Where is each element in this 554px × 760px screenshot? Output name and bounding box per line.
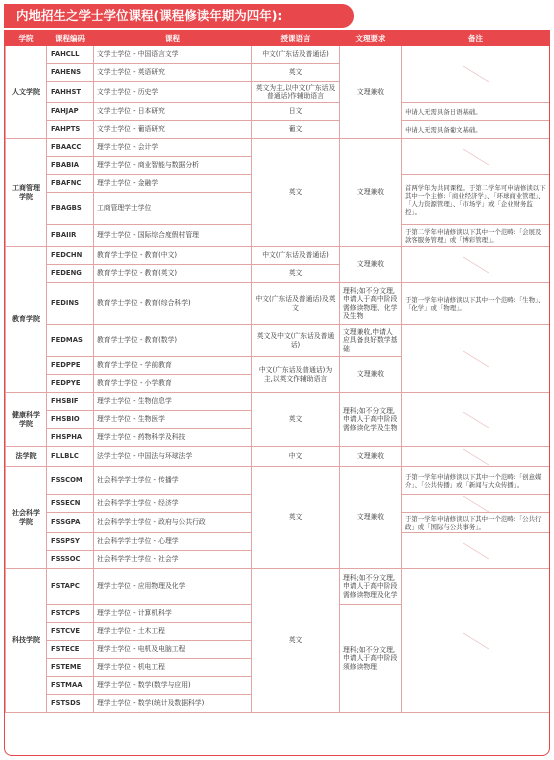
course-code: FEDINS [47,283,94,325]
course-code: FAHPTS [47,121,94,139]
course-table-frame [4,30,550,756]
course-code: FSSCOM [47,467,94,495]
teaching-language: 中文(广东话及普通话)及英文 [252,283,340,325]
course-code: FBAGBS [47,193,94,225]
course-name: 理学士学位 - 应用物理及化学 [94,569,252,605]
remarks-empty [402,46,550,103]
remarks-empty [402,495,550,513]
course-code: FSTCVE [47,623,94,641]
course-code: FSSGPA [47,513,94,533]
teaching-language: 英文 [252,393,340,447]
table-row [6,447,550,467]
requirement: 理科;如不分文理,申请人于高中阶段需修读化学及生物 [340,393,402,447]
teaching-language: 英文 [252,265,340,283]
remarks-empty [402,247,550,283]
teaching-language: 葡文 [252,121,340,139]
course-name: 理学士学位 - 机电工程 [94,659,252,677]
course-table [5,31,550,713]
teaching-language: 中文(广东话及普通话) [252,46,340,64]
remarks-empty [402,139,550,175]
course-name: 文学士学位 - 中国语言文学 [94,46,252,64]
course-code: FBAFNC [47,175,94,193]
remarks-empty [402,447,550,467]
table-row [6,325,550,357]
course-code: FSSPSY [47,533,94,551]
teaching-language: 日文 [252,103,340,121]
course-code: FSSECN [47,495,94,513]
course-code: FSTSDS [47,695,94,713]
remarks-empty [402,569,550,713]
course-code: FSTMAA [47,677,94,695]
course-name: 理学士学位 - 土木工程 [94,623,252,641]
faculty-health: 健康科学学院 [6,393,47,447]
course-name: 理学士学位 - 数学(数学与应用) [94,677,252,695]
remarks-empty [402,393,550,447]
remarks: 于第一学年申请修读以下其中一个范畴:「公共行政」或「国际与公共事务」。 [402,513,550,533]
remarks: 于第一学年申请修读以下其中一个范畴:「生物」、「化学」或「物理」。 [402,283,550,325]
table-row [6,121,550,139]
course-name: 社会科学学士学位 - 心理学 [94,533,252,551]
course-code: FAHJAP [47,103,94,121]
header-language: 授课语言 [252,32,340,46]
course-name: 教育学士学位 - 教育(中文) [94,247,252,265]
course-code: FAHHST [47,82,94,103]
course-name: 理学士学位 - 数学(统计及数据科学) [94,695,252,713]
teaching-language: 英文及中文(广东话及普通话) [252,325,340,357]
requirement: 理科;如不分文理,申请人于高中阶段需修读物理及化学 [340,569,402,605]
course-code: FAHCLL [47,46,94,64]
page-title: 内地招生之学士学位课程(课程修读年期为四年): [4,4,354,28]
teaching-language: 英文 [252,569,340,713]
course-code: FEDPPE [47,357,94,375]
remarks: 申请人无需具备葡文基础。 [402,121,550,139]
requirement: 理科;如不分文理,申请人于高中阶段须修读物理 [340,605,402,713]
course-code: FHSBIO [47,411,94,429]
course-name: 文学士学位 - 日本研究 [94,103,252,121]
course-name: 社会科学学士学位 - 传播学 [94,467,252,495]
remarks: 于第一学年申请修读以下其中一个范畴:「创意媒介」、「公共传播」或「新闻与大众传播」。 [402,467,550,495]
requirement: 文理兼收 [340,357,402,393]
course-code: FEDMAS [47,325,94,357]
course-code: FEDPYE [47,375,94,393]
course-code: FBABIA [47,157,94,175]
remarks-empty [402,325,550,393]
course-code: FHSBIF [47,393,94,411]
course-code: FSTCPS [47,605,94,623]
course-name: 教育学士学位 - 教育(数学) [94,325,252,357]
teaching-language: 中文(广东话及普通话) [252,247,340,265]
requirement: 文理兼收 [340,467,402,569]
remarks: 于第二学年申请修读以下其中一个范畴:「会展及款客服务管理」或「博彩管理」。 [402,225,550,247]
course-name: 法学士学位 - 中国法与环球法学 [94,447,252,467]
course-code: FEDENG [47,265,94,283]
header-requirement: 文理要求 [340,32,402,46]
table-row [6,283,550,325]
table-row [6,247,550,265]
faculty-science: 科技学院 [6,569,47,713]
course-name: 理学士学位 - 国际综合度假村管理 [94,225,252,247]
requirement: 文理兼收 [340,139,402,247]
course-name: 理学士学位 - 计算机科学 [94,605,252,623]
course-code: FEDCHN [47,247,94,265]
table-row [6,46,550,64]
requirement: 文理兼收 [340,447,402,467]
course-code: FSSSOC [47,551,94,569]
course-name: 文学士学位 - 历史学 [94,82,252,103]
course-name: 社会科学学士学位 - 社会学 [94,551,252,569]
faculty-law: 法学院 [6,447,47,467]
teaching-language: 英文 [252,64,340,82]
course-name: 理学士学位 - 商业智能与数据分析 [94,157,252,175]
header-course: 课程 [94,32,252,46]
course-name: 教育学士学位 - 小学教育 [94,375,252,393]
table-row [6,139,550,157]
course-code: FAHENS [47,64,94,82]
course-code: FSTECE [47,641,94,659]
course-name: 理学士学位 - 生物医学 [94,411,252,429]
header-faculty: 学院 [6,32,47,46]
teaching-language: 英文 [252,139,340,247]
course-name: 理学士学位 - 会计学 [94,139,252,157]
course-name: 教育学士学位 - 教育(英文) [94,265,252,283]
teaching-language: 中文 [252,447,340,467]
course-code: FHSPHA [47,429,94,447]
course-name: 理学士学位 - 药物科学及科技 [94,429,252,447]
faculty-education: 教育学院 [6,247,47,393]
table-row [6,569,550,605]
remarks: 首两学年为共同课程。于第二学年可申请修读以下其中一个主修:「商业经济学」、「环球商业管理」、「人力资源管理」、「市场学」或「企业财务监控」。 [402,175,550,225]
requirement: 文理兼收 [340,247,402,283]
teaching-language: 中文(广东话及普通话)为主,以英文作辅助语言 [252,357,340,393]
course-name: 教育学士学位 - 学前教育 [94,357,252,375]
course-name: 文学士学位 - 英语研究 [94,64,252,82]
requirement: 理科;如不分文理,申请人于高中阶段需修读物理、化学及生物 [340,283,402,325]
course-name: 理学士学位 - 电机及电脑工程 [94,641,252,659]
course-code: FSTEME [47,659,94,677]
table-row [6,103,550,121]
teaching-language: 英文 [252,467,340,569]
faculty-business: 工商管理学院 [6,139,47,247]
course-name: 理学士学位 - 生物信息学 [94,393,252,411]
teaching-language: 英文为主,以中文(广东话及普通话)作辅助语言 [252,82,340,103]
course-code: FBAACC [47,139,94,157]
table-header-row [6,32,550,46]
course-name: 工商管理学士学位 [94,193,252,225]
course-code: FSTAPC [47,569,94,605]
course-name: 社会科学学士学位 - 经济学 [94,495,252,513]
header-remarks: 备注 [402,32,550,46]
table-row [6,467,550,495]
course-name: 社会科学学士学位 - 政府与公共行政 [94,513,252,533]
course-name: 教育学士学位 - 教育(综合科学) [94,283,252,325]
remarks: 申请人无需具备日语基础。 [402,103,550,121]
course-code: FBAIIR [47,225,94,247]
course-name: 理学士学位 - 金融学 [94,175,252,193]
course-code: FLLBLC [47,447,94,467]
table-row [6,393,550,411]
faculty-social: 社会科学学院 [6,467,47,569]
requirement: 文理兼收,申请人应具备良好数学基础 [340,325,402,357]
requirement: 文理兼收 [340,46,402,139]
header-code: 课程编码 [47,32,94,46]
remarks-empty [402,533,550,569]
course-name: 文学士学位 - 葡语研究 [94,121,252,139]
faculty-humanities: 人文学院 [6,46,47,139]
